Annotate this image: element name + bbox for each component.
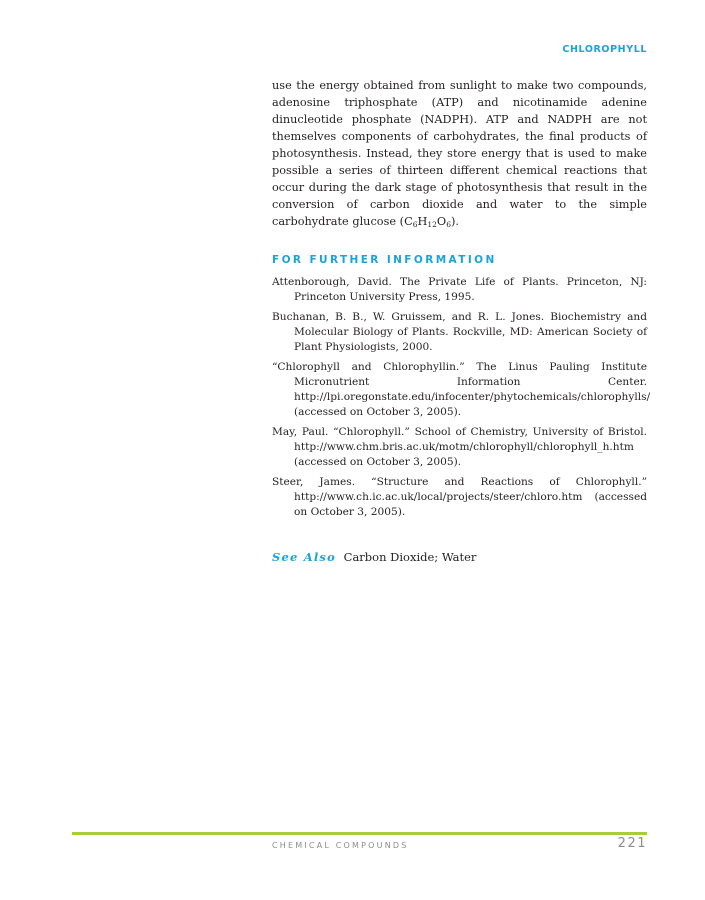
page-number: 221 (617, 836, 647, 851)
reference-item: Steer, James. “Structure and Reactions of Chlorophyll.” http://www.ch.ic.ac.uk/local/projects/steer/chloro.htm (accessed on October 3, 2005). (272, 476, 647, 518)
footer-section-label: CHEMICAL COMPOUNDS (272, 841, 409, 850)
formula-o-subscript: 6 (446, 220, 451, 229)
reference-item: Attenborough, David. The Private Life of Plants. Princeton, NJ: Princeton University Press, 1995. (272, 276, 647, 303)
see-also-label: See Also (272, 550, 336, 564)
references-list (272, 275, 651, 525)
body-paragraph-text: use the energy obtained from sunlight to make two compounds, adenosine triphosphate (ATP) and nicotinamide adenine dinucleotide phosphate (NADPH). ATP and NADPH are not themselves components of carbohydrates, the final products of photosynthesis. Instead, they store energy that is used to make possible a series of thirteen different chemical reactions that occur during the dark stage of photosynthesis that result in the conversion of carbon dioxide and water to the simple carbohydrate glucose ( (272, 79, 647, 228)
formula-c: C (404, 215, 413, 228)
reference-item: May, Paul. “Chlorophyll.” School of Chemistry, University of Bristol. http://www.chm.bris.ac.uk/motm/chlorophyll/chlorophyll_h.htm (accessed on October 3, 2005). (272, 426, 647, 468)
body-paragraph (272, 77, 647, 230)
formula-h-subscript: 12 (427, 220, 437, 229)
body-paragraph-end: ). (450, 215, 459, 228)
glucose-formula (404, 215, 451, 228)
formula-c-subscript: 6 (412, 220, 418, 229)
further-information-heading: FOR FURTHER INFORMATION (272, 254, 497, 266)
see-also (272, 550, 647, 564)
running-head: CHLOROPHYLL (562, 44, 647, 55)
formula-o: O (436, 215, 447, 228)
formula-h: H (417, 215, 428, 228)
reference-item: Buchanan, B. B., W. Gruissem, and R. L. Jones. Biochemistry and Molecular Biology of Plants. Rockville, MD: American Society of Plant Physiologists, 2000. (272, 311, 647, 353)
footer-rule (72, 832, 647, 835)
see-also-links: Carbon Dioxide; Water (343, 550, 477, 564)
reference-item: “Chlorophyll and Chlorophyllin.” The Linus Pauling Institute Micronutrient Information Center. http://lpi.oregonstate.edu/infocenter/phytochemicals/chlorophylls/ (accessed on October 3, 2005). (272, 361, 651, 418)
